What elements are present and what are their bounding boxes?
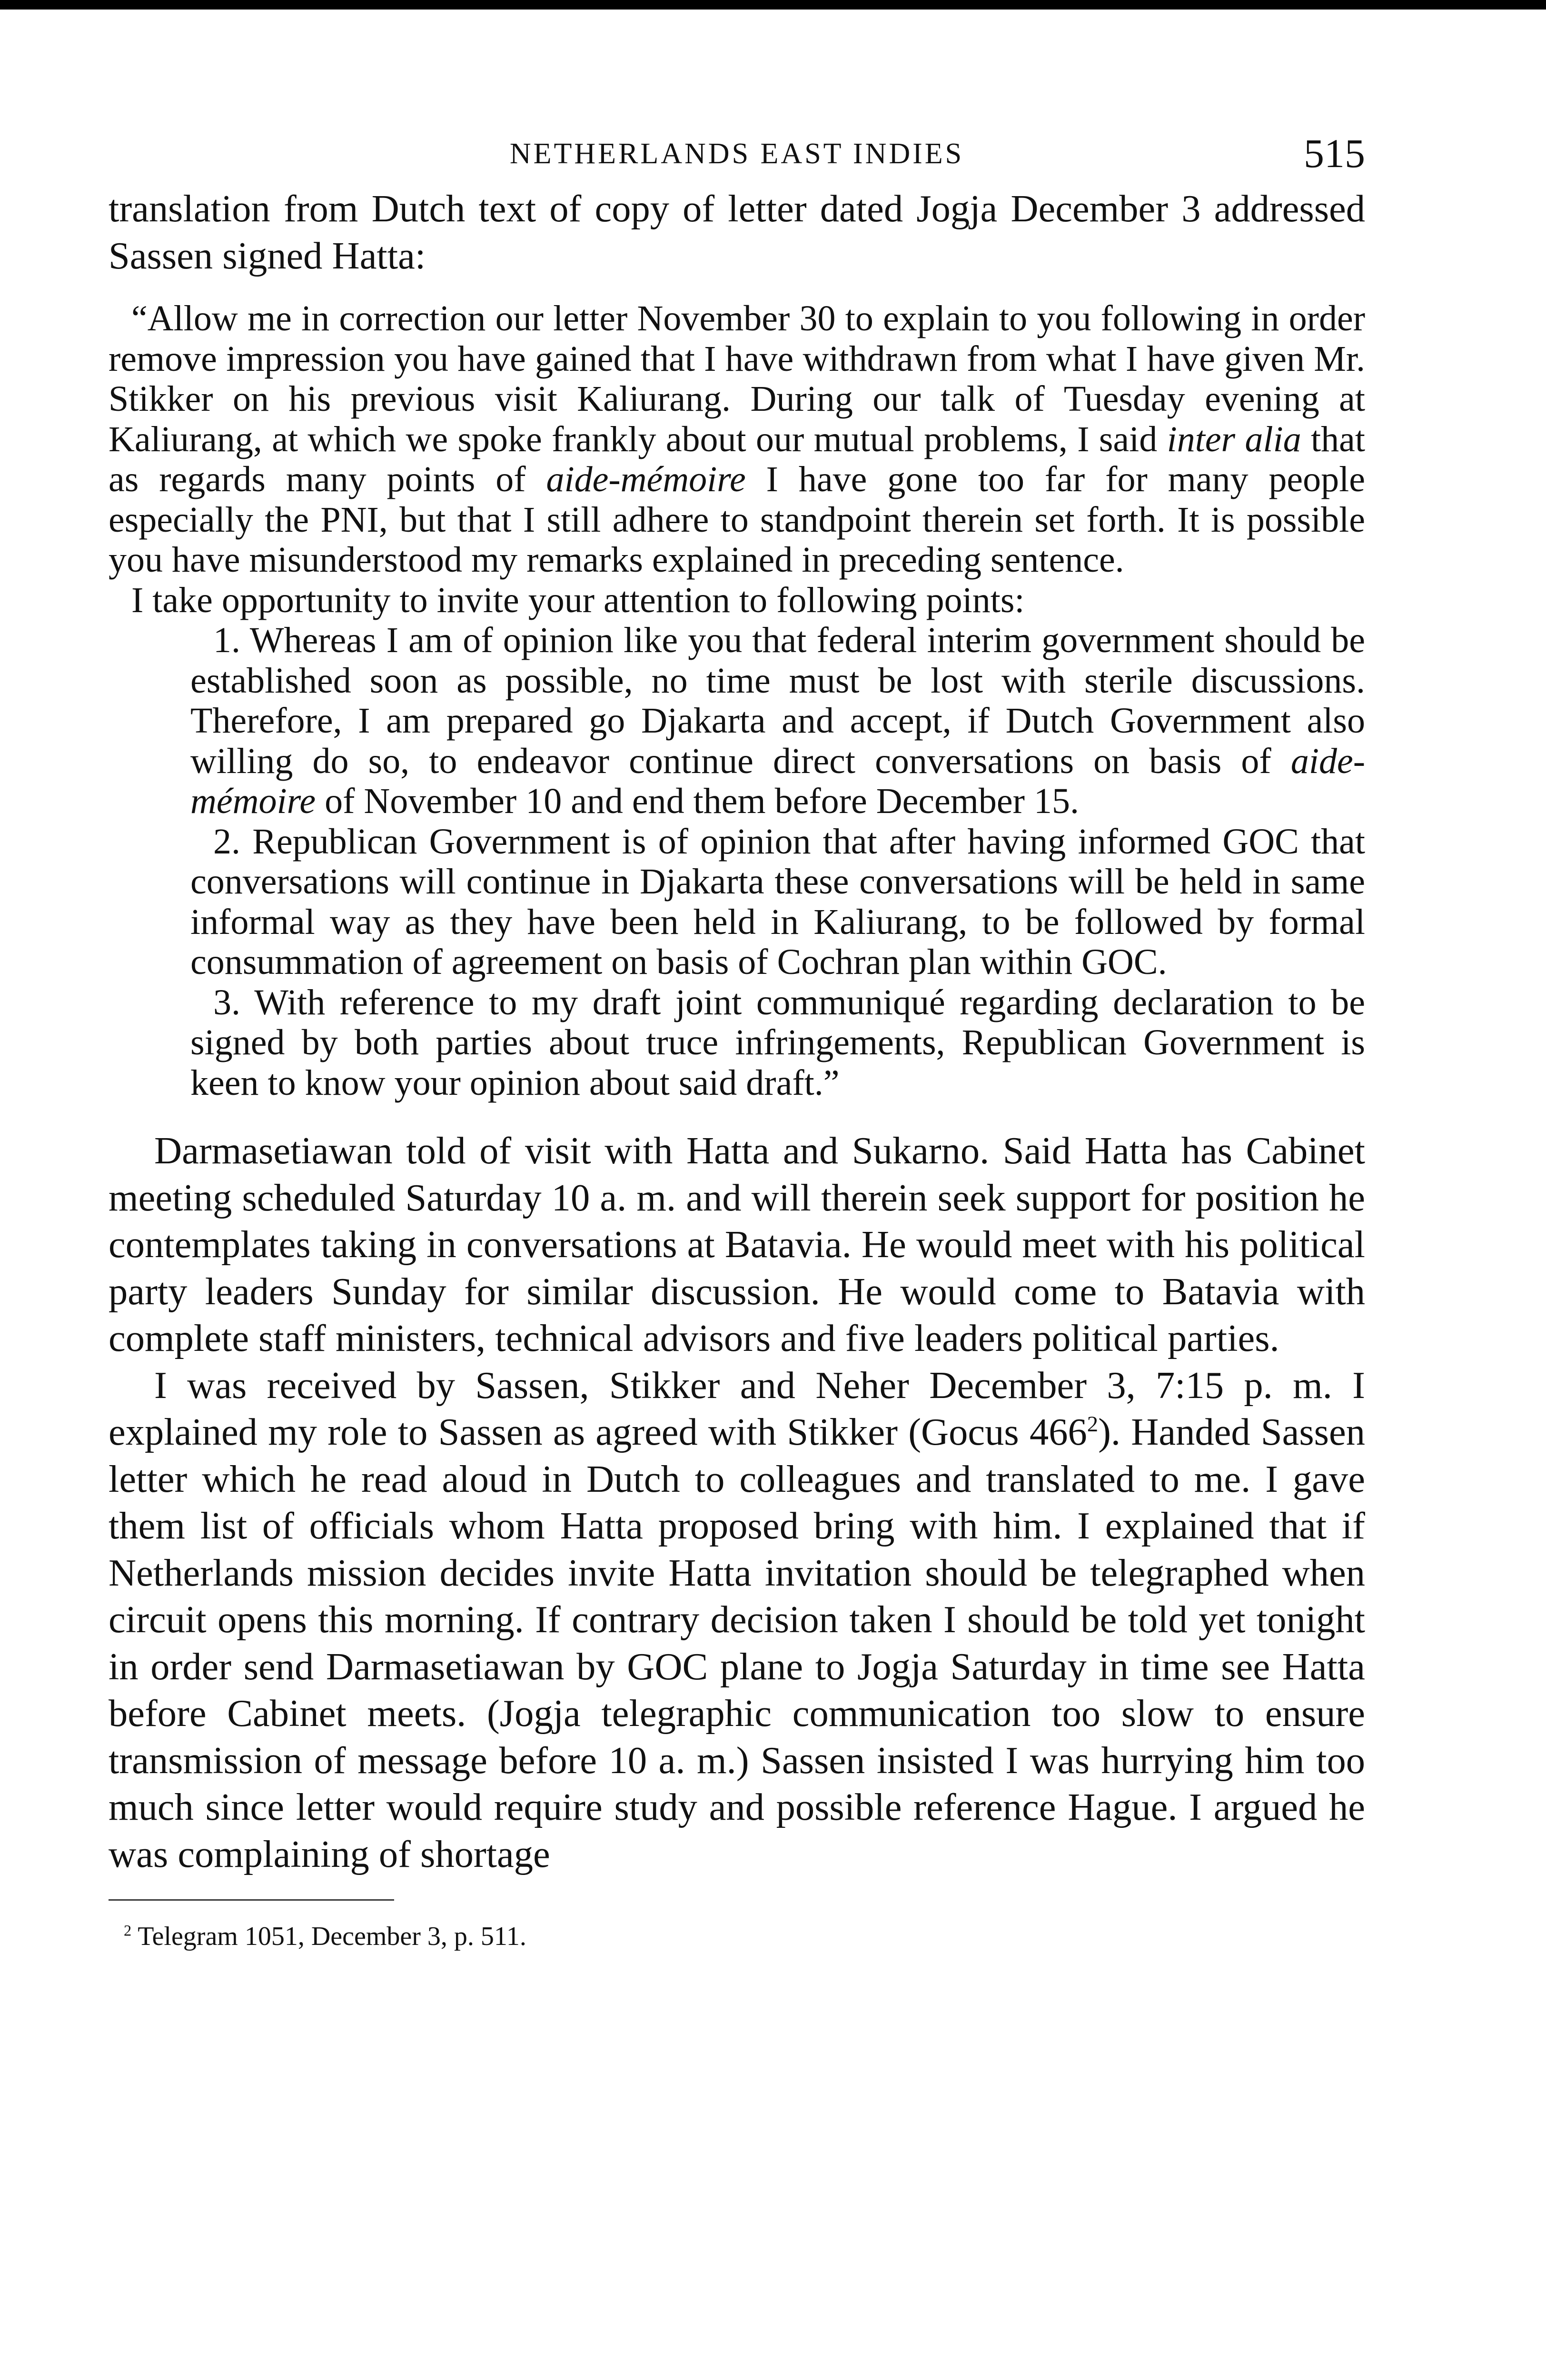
page-number: 515 bbox=[1304, 130, 1365, 176]
inter-alia-italic: inter alia bbox=[1167, 419, 1301, 459]
letter-invite-line: I take opportunity to invite your attention to following points: bbox=[131, 580, 1025, 620]
running-title: NETHERLANDS EAST INDIES bbox=[509, 138, 964, 170]
scan-top-edge bbox=[0, 0, 1546, 10]
letter-opening-paragraph bbox=[109, 298, 1365, 580]
intro-paragraph: translation from Dutch text of copy of letter dated Jogja December 3 addressed Sassen signed Hatta: bbox=[109, 188, 1365, 277]
running-head bbox=[109, 119, 1365, 186]
document-page bbox=[109, 119, 1365, 1952]
letter-point-3: 3. With reference to my draft joint communiqué regarding declaration to be signed by both parties about truce infringements, Republican Government is keen to know your opinion about said draft.” bbox=[190, 982, 1365, 1103]
letter-point-1-text-b: of November 10 and end them before December 15. bbox=[316, 781, 1079, 821]
letter-opening-text-3: I have gone too far for many people especially the PNI, but that I still adhere to standpoint therein set forth. It is possible you have misunderstood my remarks explained in preceding sentence. bbox=[109, 459, 1365, 580]
letter-point-2: 2. Republican Government is of opinion that after having informed GOC that conversations will continue in Djakarta these conversations will be held in same informal way as they have been held in Kaliurang, to be followed by formal consummation of agreement on basis of Cochran plan within GOC. bbox=[190, 821, 1365, 982]
sassen-meeting-paragraph bbox=[109, 1362, 1365, 1878]
letter-point-1-italic: aide-mémoire bbox=[190, 741, 1365, 821]
letter-points-list bbox=[190, 620, 1365, 1103]
aide-memoire-italic: aide-mémoire bbox=[546, 459, 746, 499]
sassen-paragraph-text-b: ). Handed Sassen letter which he read aloud in Dutch to colleagues and translated to me. I gave them list of officials whom Hatta proposed bring with him. I explained that if Netherlands mission decides invite Hatta invitation should be telegraphed when circuit opens this morning. If contrary decision taken I should be told yet tonight in order send Darmasetiawan by GOC plane to Jogja Saturday in time see Hatta before Cabinet meets. (Jogja telegraphic communication too slow to ensure transmission of message before 10 a. m.) Sassen insisted I was hurrying him too much since letter would require study and possible reference Hague. I argued he was complaining of shortage bbox=[109, 1411, 1365, 1875]
letter-opening-text-1: “Allow me in correction our letter November 30 to explain to you following in order remove impression you have gained that I have withdrawn from what I have given Mr. Stikker on his previous visit Kaliurang. During our talk of Tuesday evening at Kaliurang, at which we spoke frankly about our mutual problems, I said bbox=[109, 298, 1365, 459]
footnote-text: Telegram 1051, December 3, p. 511. bbox=[138, 1922, 526, 1951]
letter-point-1 bbox=[190, 620, 1365, 822]
darmasetiawan-paragraph: Darmasetiawan told of visit with Hatta and Sukarno. Said Hatta has Cabinet meeting scheduled Saturday 10 a. m. and will therein seek support for position he contemplates taking in conversations at Batavia. He would meet with his political party leaders Sunday for similar discussion. He would come to Batavia with complete staff ministers, technical advisors and five leaders political parties. bbox=[109, 1130, 1365, 1359]
footnote-reference: 2 bbox=[1087, 1412, 1099, 1437]
footnote-divider bbox=[109, 1899, 394, 1901]
letter-point-1-text-a: 1. Whereas I am of opinion like you that federal interim government should be established soon as possible, no time must be lost with sterile discussions. Therefore, I am prepared go Djakarta and accept, if Dutch Government also willing do so, to endeavor continue direct conversations on basis of bbox=[190, 620, 1365, 781]
footnote bbox=[109, 1921, 1365, 1952]
letter-opening-text-2: that as regards many points of bbox=[109, 419, 1365, 499]
quoted-letter bbox=[109, 298, 1365, 1103]
sassen-paragraph-text-a: I was received by Sassen, Stikker and Neher December 3, 7:15 p. m. I explained my role to Sassen as agreed with Stikker (Gocus 466 bbox=[109, 1364, 1365, 1453]
footnote-marker: 2 bbox=[124, 1922, 132, 1940]
